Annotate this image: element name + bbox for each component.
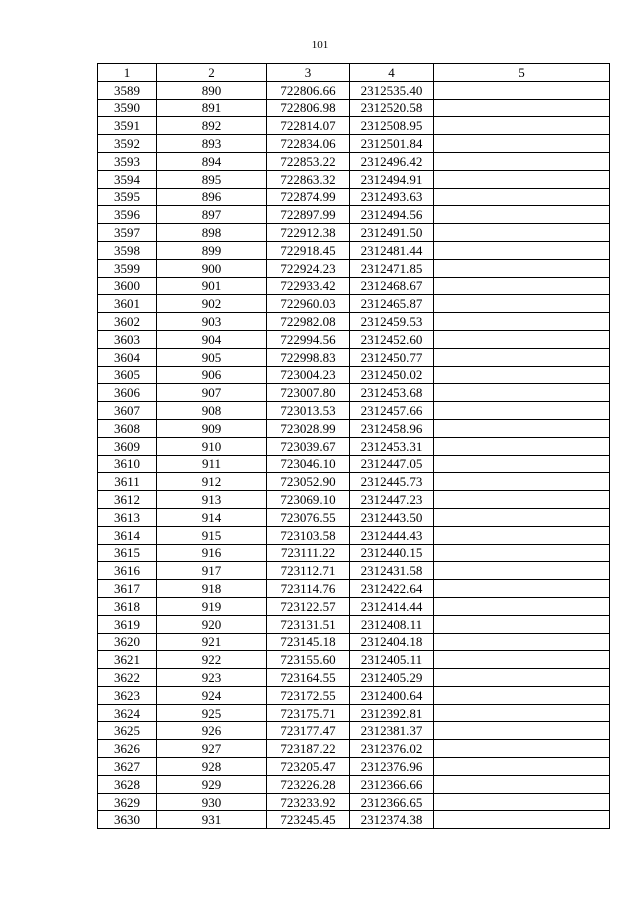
table-cell-col-1: 3589 [98, 81, 157, 99]
table-cell-col-3: 722897.99 [267, 206, 350, 224]
table-cell-col-2: 926 [157, 722, 267, 740]
table-cell-col-1: 3592 [98, 135, 157, 153]
table-cell-col-1: 3607 [98, 402, 157, 420]
table-cell-col-1: 3618 [98, 597, 157, 615]
table-row [98, 633, 610, 651]
table-cell-col-4: 2312405.29 [350, 669, 434, 687]
column-header-4: 4 [350, 64, 434, 82]
table-cell-col-3: 722874.99 [267, 188, 350, 206]
table-row [98, 295, 610, 313]
table-cell-col-5 [434, 117, 610, 135]
table-row [98, 277, 610, 295]
table-cell-col-2: 914 [157, 508, 267, 526]
table-cell-col-3: 722853.22 [267, 152, 350, 170]
table-cell-col-3: 722912.38 [267, 224, 350, 242]
table-cell-col-1: 3600 [98, 277, 157, 295]
table-cell-col-5 [434, 81, 610, 99]
table-row [98, 544, 610, 562]
table-cell-col-3: 723069.10 [267, 491, 350, 509]
table-cell-col-5 [434, 277, 610, 295]
table-row [98, 597, 610, 615]
table-cell-col-4: 2312481.44 [350, 241, 434, 259]
table-cell-col-2: 892 [157, 117, 267, 135]
table-cell-col-1: 3594 [98, 170, 157, 188]
table-row [98, 259, 610, 277]
table-row [98, 793, 610, 811]
table-cell-col-5 [434, 704, 610, 722]
table-row [98, 117, 610, 135]
table-cell-col-3: 723004.23 [267, 366, 350, 384]
table-cell-col-1: 3591 [98, 117, 157, 135]
table-cell-col-5 [434, 651, 610, 669]
table-cell-col-2: 891 [157, 99, 267, 117]
table-cell-col-3: 723164.55 [267, 669, 350, 687]
table-row [98, 722, 610, 740]
page-number: 101 [311, 39, 329, 51]
table-cell-col-3: 723046.10 [267, 455, 350, 473]
table-cell-col-5 [434, 793, 610, 811]
table-cell-col-4: 2312404.18 [350, 633, 434, 651]
table-cell-col-3: 722834.06 [267, 135, 350, 153]
table-cell-col-3: 723114.76 [267, 580, 350, 598]
table-cell-col-2: 907 [157, 384, 267, 402]
table-cell-col-3: 723122.57 [267, 597, 350, 615]
table-cell-col-3: 722994.56 [267, 330, 350, 348]
table-cell-col-2: 909 [157, 419, 267, 437]
table-cell-col-5 [434, 775, 610, 793]
table-cell-col-4: 2312422.64 [350, 580, 434, 598]
table-cell-col-2: 923 [157, 669, 267, 687]
table-row [98, 224, 610, 242]
table-cell-col-5 [434, 135, 610, 153]
table-cell-col-5 [434, 241, 610, 259]
column-header-5: 5 [434, 64, 610, 82]
table-cell-col-4: 2312453.31 [350, 437, 434, 455]
table-cell-col-2: 890 [157, 81, 267, 99]
table-cell-col-3: 722814.07 [267, 117, 350, 135]
table-cell-col-4: 2312374.38 [350, 811, 434, 829]
table-cell-col-4: 2312447.23 [350, 491, 434, 509]
table-cell-col-5 [434, 758, 610, 776]
table-cell-col-1: 3628 [98, 775, 157, 793]
table-row [98, 758, 610, 776]
table-cell-col-5 [434, 597, 610, 615]
table-row [98, 99, 610, 117]
table-cell-col-4: 2312381.37 [350, 722, 434, 740]
table-cell-col-3: 723039.67 [267, 437, 350, 455]
table-cell-col-3: 723131.51 [267, 615, 350, 633]
table-cell-col-1: 3610 [98, 455, 157, 473]
table-cell-col-5 [434, 722, 610, 740]
table-cell-col-1: 3623 [98, 686, 157, 704]
table-cell-col-2: 921 [157, 633, 267, 651]
table-cell-col-1: 3601 [98, 295, 157, 313]
table-cell-col-3: 722918.45 [267, 241, 350, 259]
table-cell-col-5 [434, 313, 610, 331]
table-cell-col-1: 3626 [98, 740, 157, 758]
table-row [98, 366, 610, 384]
table-cell-col-3: 723226.28 [267, 775, 350, 793]
table-row [98, 526, 610, 544]
table-cell-col-4: 2312414.44 [350, 597, 434, 615]
table-cell-col-4: 2312491.50 [350, 224, 434, 242]
table-cell-col-4: 2312471.85 [350, 259, 434, 277]
table-cell-col-2: 904 [157, 330, 267, 348]
table-cell-col-4: 2312457.66 [350, 402, 434, 420]
table-cell-col-5 [434, 508, 610, 526]
table-cell-col-1: 3617 [98, 580, 157, 598]
table-cell-col-1: 3620 [98, 633, 157, 651]
table-cell-col-3: 723205.47 [267, 758, 350, 776]
table-cell-col-4: 2312450.77 [350, 348, 434, 366]
table-row [98, 135, 610, 153]
table-cell-col-5 [434, 419, 610, 437]
table-row [98, 580, 610, 598]
column-header-3: 3 [267, 64, 350, 82]
table-cell-col-4: 2312405.11 [350, 651, 434, 669]
table-cell-col-5 [434, 633, 610, 651]
column-header-1: 1 [98, 64, 157, 82]
table-cell-col-4: 2312496.42 [350, 152, 434, 170]
table-cell-col-2: 894 [157, 152, 267, 170]
table-cell-col-4: 2312452.60 [350, 330, 434, 348]
table-row [98, 402, 610, 420]
table-row [98, 241, 610, 259]
table-cell-col-1: 3629 [98, 793, 157, 811]
table-cell-col-5 [434, 99, 610, 117]
table-cell-col-4: 2312440.15 [350, 544, 434, 562]
table-cell-col-3: 723013.53 [267, 402, 350, 420]
table-cell-col-5 [434, 686, 610, 704]
table-cell-col-1: 3630 [98, 811, 157, 829]
table-cell-col-4: 2312444.43 [350, 526, 434, 544]
table-row [98, 313, 610, 331]
table-row [98, 384, 610, 402]
table-cell-col-5 [434, 740, 610, 758]
table-cell-col-1: 3608 [98, 419, 157, 437]
table-cell-col-2: 918 [157, 580, 267, 598]
table-cell-col-2: 917 [157, 562, 267, 580]
table-cell-col-3: 722998.83 [267, 348, 350, 366]
table-cell-col-1: 3599 [98, 259, 157, 277]
table-cell-col-3: 722924.23 [267, 259, 350, 277]
table-cell-col-4: 2312465.87 [350, 295, 434, 313]
table-cell-col-2: 924 [157, 686, 267, 704]
table-cell-col-3: 722806.66 [267, 81, 350, 99]
table-cell-col-5 [434, 615, 610, 633]
table-header [98, 64, 610, 82]
table-cell-col-3: 723187.22 [267, 740, 350, 758]
table-row [98, 669, 610, 687]
table-cell-col-1: 3622 [98, 669, 157, 687]
table-cell-col-3: 723145.18 [267, 633, 350, 651]
table-cell-col-2: 902 [157, 295, 267, 313]
table-cell-col-1: 3606 [98, 384, 157, 402]
table-cell-col-1: 3613 [98, 508, 157, 526]
table-cell-col-4: 2312376.02 [350, 740, 434, 758]
table-cell-col-2: 919 [157, 597, 267, 615]
table-cell-col-5 [434, 295, 610, 313]
table-cell-col-1: 3593 [98, 152, 157, 170]
table-cell-col-5 [434, 562, 610, 580]
table-row [98, 615, 610, 633]
table-cell-col-2: 913 [157, 491, 267, 509]
table-cell-col-4: 2312366.66 [350, 775, 434, 793]
table-cell-col-5 [434, 402, 610, 420]
table-cell-col-2: 896 [157, 188, 267, 206]
table-cell-col-1: 3611 [98, 473, 157, 491]
table-row [98, 152, 610, 170]
table-cell-col-1: 3604 [98, 348, 157, 366]
table-cell-col-1: 3590 [98, 99, 157, 117]
table-row [98, 651, 610, 669]
table-cell-col-4: 2312443.50 [350, 508, 434, 526]
table-cell-col-3: 723172.55 [267, 686, 350, 704]
table-cell-col-5 [434, 188, 610, 206]
table-cell-col-4: 2312494.56 [350, 206, 434, 224]
table-cell-col-2: 916 [157, 544, 267, 562]
table-cell-col-4: 2312366.65 [350, 793, 434, 811]
table-cell-col-2: 925 [157, 704, 267, 722]
table-cell-col-2: 900 [157, 259, 267, 277]
table-row [98, 206, 610, 224]
table-row [98, 704, 610, 722]
table-cell-col-2: 893 [157, 135, 267, 153]
table-cell-col-4: 2312459.53 [350, 313, 434, 331]
table-cell-col-2: 915 [157, 526, 267, 544]
table-cell-col-3: 722863.32 [267, 170, 350, 188]
table-cell-col-1: 3615 [98, 544, 157, 562]
table-cell-col-1: 3612 [98, 491, 157, 509]
table-cell-col-2: 898 [157, 224, 267, 242]
table-cell-col-5 [434, 437, 610, 455]
table-cell-col-2: 910 [157, 437, 267, 455]
table-cell-col-2: 905 [157, 348, 267, 366]
table-cell-col-3: 722982.08 [267, 313, 350, 331]
table-row [98, 508, 610, 526]
table-cell-col-3: 723175.71 [267, 704, 350, 722]
table-cell-col-1: 3616 [98, 562, 157, 580]
table-cell-col-1: 3619 [98, 615, 157, 633]
table-cell-col-1: 3597 [98, 224, 157, 242]
table-cell-col-3: 723028.99 [267, 419, 350, 437]
table-row [98, 740, 610, 758]
table-cell-col-2: 922 [157, 651, 267, 669]
table-cell-col-1: 3625 [98, 722, 157, 740]
table-cell-col-3: 723007.80 [267, 384, 350, 402]
table-cell-col-1: 3596 [98, 206, 157, 224]
table-cell-col-5 [434, 224, 610, 242]
table-cell-col-4: 2312445.73 [350, 473, 434, 491]
table-cell-col-4: 2312468.67 [350, 277, 434, 295]
table-cell-col-2: 906 [157, 366, 267, 384]
table-cell-col-5 [434, 330, 610, 348]
table-row [98, 491, 610, 509]
table-cell-col-4: 2312535.40 [350, 81, 434, 99]
table-cell-col-4: 2312408.11 [350, 615, 434, 633]
table-cell-col-3: 723103.58 [267, 526, 350, 544]
table-row [98, 188, 610, 206]
table-cell-col-5 [434, 669, 610, 687]
table-cell-col-2: 901 [157, 277, 267, 295]
table-cell-col-2: 903 [157, 313, 267, 331]
table-row [98, 348, 610, 366]
table-cell-col-1: 3595 [98, 188, 157, 206]
table-cell-col-5 [434, 348, 610, 366]
table-row [98, 562, 610, 580]
table-cell-col-2: 931 [157, 811, 267, 829]
table-cell-col-5 [434, 384, 610, 402]
table-row [98, 775, 610, 793]
table-cell-col-4: 2312501.84 [350, 135, 434, 153]
table-cell-col-5 [434, 473, 610, 491]
table-cell-col-5 [434, 259, 610, 277]
table-cell-col-2: 927 [157, 740, 267, 758]
table-cell-col-4: 2312494.91 [350, 170, 434, 188]
table-cell-col-5 [434, 580, 610, 598]
table-row [98, 170, 610, 188]
table-cell-col-5 [434, 152, 610, 170]
table-cell-col-2: 912 [157, 473, 267, 491]
table-cell-col-2: 897 [157, 206, 267, 224]
table-cell-col-4: 2312508.95 [350, 117, 434, 135]
table-cell-col-4: 2312493.63 [350, 188, 434, 206]
table-cell-col-5 [434, 491, 610, 509]
table-row [98, 473, 610, 491]
table-cell-col-1: 3614 [98, 526, 157, 544]
table-cell-col-5 [434, 811, 610, 829]
table-row [98, 437, 610, 455]
table-cell-col-2: 929 [157, 775, 267, 793]
table-cell-col-5 [434, 455, 610, 473]
header-row [98, 64, 610, 82]
table-cell-col-4: 2312376.96 [350, 758, 434, 776]
table-cell-col-1: 3602 [98, 313, 157, 331]
table-cell-col-3: 723177.47 [267, 722, 350, 740]
table-cell-col-2: 911 [157, 455, 267, 473]
table-cell-col-5 [434, 206, 610, 224]
table-cell-col-4: 2312450.02 [350, 366, 434, 384]
table-cell-col-4: 2312458.96 [350, 419, 434, 437]
table-cell-col-4: 2312447.05 [350, 455, 434, 473]
table-row [98, 330, 610, 348]
table-cell-col-3: 723155.60 [267, 651, 350, 669]
table-cell-col-2: 895 [157, 170, 267, 188]
column-header-2: 2 [157, 64, 267, 82]
table-cell-col-3: 723076.55 [267, 508, 350, 526]
table-cell-col-2: 908 [157, 402, 267, 420]
table-row [98, 455, 610, 473]
table-cell-col-5 [434, 170, 610, 188]
table-cell-col-4: 2312453.68 [350, 384, 434, 402]
table-cell-col-2: 899 [157, 241, 267, 259]
table-cell-col-3: 722933.42 [267, 277, 350, 295]
table-cell-col-1: 3624 [98, 704, 157, 722]
table-cell-col-3: 723052.90 [267, 473, 350, 491]
table-cell-col-5 [434, 526, 610, 544]
table-cell-col-2: 930 [157, 793, 267, 811]
table-cell-col-2: 928 [157, 758, 267, 776]
table-cell-col-1: 3605 [98, 366, 157, 384]
table-row [98, 811, 610, 829]
table-row [98, 419, 610, 437]
table-cell-col-2: 920 [157, 615, 267, 633]
table-cell-col-3: 723245.45 [267, 811, 350, 829]
table-cell-col-1: 3609 [98, 437, 157, 455]
table-cell-col-1: 3627 [98, 758, 157, 776]
table-cell-col-1: 3603 [98, 330, 157, 348]
table-cell-col-4: 2312431.58 [350, 562, 434, 580]
table-cell-col-5 [434, 544, 610, 562]
table-cell-col-4: 2312400.64 [350, 686, 434, 704]
table-row [98, 81, 610, 99]
table-cell-col-3: 722806.98 [267, 99, 350, 117]
table-cell-col-3: 723111.22 [267, 544, 350, 562]
table-cell-col-3: 722960.03 [267, 295, 350, 313]
table-cell-col-4: 2312392.81 [350, 704, 434, 722]
table-cell-col-1: 3598 [98, 241, 157, 259]
coordinates-table [97, 63, 610, 829]
table-cell-col-5 [434, 366, 610, 384]
table-cell-col-4: 2312520.58 [350, 99, 434, 117]
table-cell-col-3: 723233.92 [267, 793, 350, 811]
table-row [98, 686, 610, 704]
table-cell-col-1: 3621 [98, 651, 157, 669]
table-body [98, 81, 610, 828]
table-cell-col-3: 723112.71 [267, 562, 350, 580]
